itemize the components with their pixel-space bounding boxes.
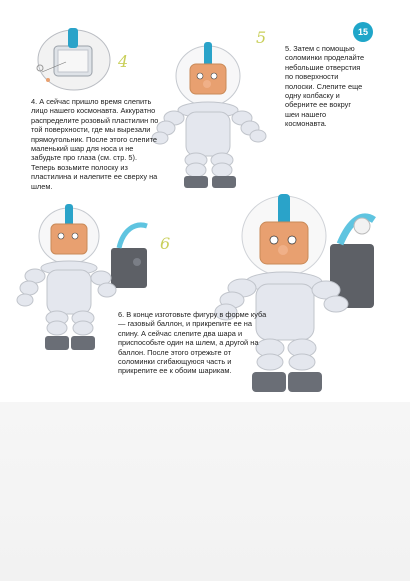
step-4-number: 4 [118, 52, 129, 71]
step-6-text: 6. В конце изготовьте фигуру в форме куба — газовый баллон, и прикрепите ее на спину. А сейчас слепите два шара и приспособьте один на шлем, а другой на баллон. После этого отрежьте от соломинки сгибающуюся часть и прикрепите ее к обоим шарикам. [118, 310, 267, 376]
page-background-bottom [0, 402, 410, 581]
astronaut-step5-illustration [150, 32, 272, 194]
step-5-text: 5. Затем с помощью соломинки проделайте небольшие отверстия по поверхности полоски. Слепите еще одну колбаску и оберните ее вокруг шеи нашего космонавта. [285, 44, 365, 129]
page-number-badge: 15 [353, 22, 373, 42]
step-5-number: 5 [256, 28, 267, 47]
helmet-face-cutout-illustration [28, 22, 120, 94]
step-4-text: 4. А сейчас пришло время слепить лицо нашего космонавта. Аккуратно распределите розовый пластилин по той поверхности, где мы вырезали прямоугольник. После этого слепите маленький шар для носа и не забудьте про глаза (см. стр. 5). Теперь возьмите полоску из пластилина и налепите ее сверху на шлем. [31, 97, 159, 191]
step-6-number: 6 [160, 234, 171, 253]
